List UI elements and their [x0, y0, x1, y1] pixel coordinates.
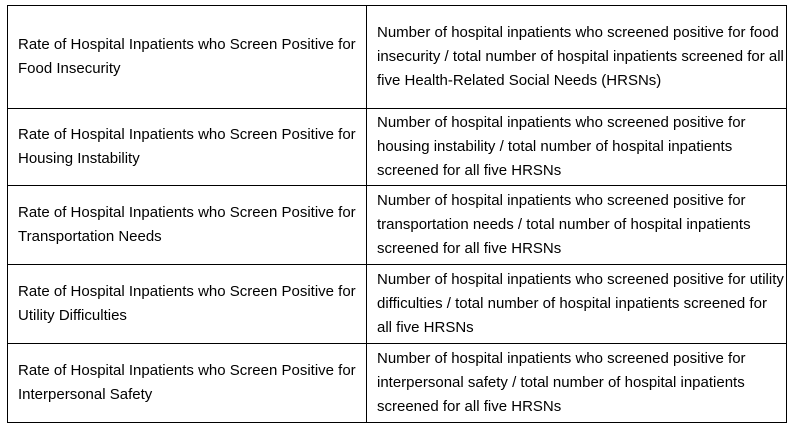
table-row: [8, 186, 787, 265]
measure-definition-cell: Number of hospital inpatients who screened positive for housing instability / total number of hospital inpatients screened for all five HRSNs: [367, 109, 787, 186]
table-row: [8, 109, 787, 186]
measure-definition-cell: Number of hospital inpatients who screened positive for food insecurity / total number of hospital inpatients screened for all five Health-Related Social Needs (HRSNs): [367, 6, 787, 109]
hrsn-measures-table: [7, 5, 787, 423]
measure-name-cell: Rate of Hospital Inpatients who Screen Positive for Housing Instability: [8, 109, 367, 186]
measure-definition-cell: Number of hospital inpatients who screened positive for interpersonal safety / total number of hospital inpatients screened for all five HRSNs: [367, 344, 787, 423]
table-row: [8, 265, 787, 344]
measure-definition-cell: Number of hospital inpatients who screened positive for utility difficulties / total number of hospital inpatients screened for all five HRSNs: [367, 265, 787, 344]
table-row: [8, 344, 787, 423]
measure-definition-cell: Number of hospital inpatients who screened positive for transportation needs / total number of hospital inpatients screened for all five HRSNs: [367, 186, 787, 265]
measure-name-cell: Rate of Hospital Inpatients who Screen Positive for Utility Difficulties: [8, 265, 367, 344]
measure-name-cell: Rate of Hospital Inpatients who Screen Positive for Transportation Needs: [8, 186, 367, 265]
table-row: [8, 6, 787, 109]
measure-name-cell: Rate of Hospital Inpatients who Screen Positive for Interpersonal Safety: [8, 344, 367, 423]
measure-name-cell: Rate of Hospital Inpatients who Screen Positive for Food Insecurity: [8, 6, 367, 109]
